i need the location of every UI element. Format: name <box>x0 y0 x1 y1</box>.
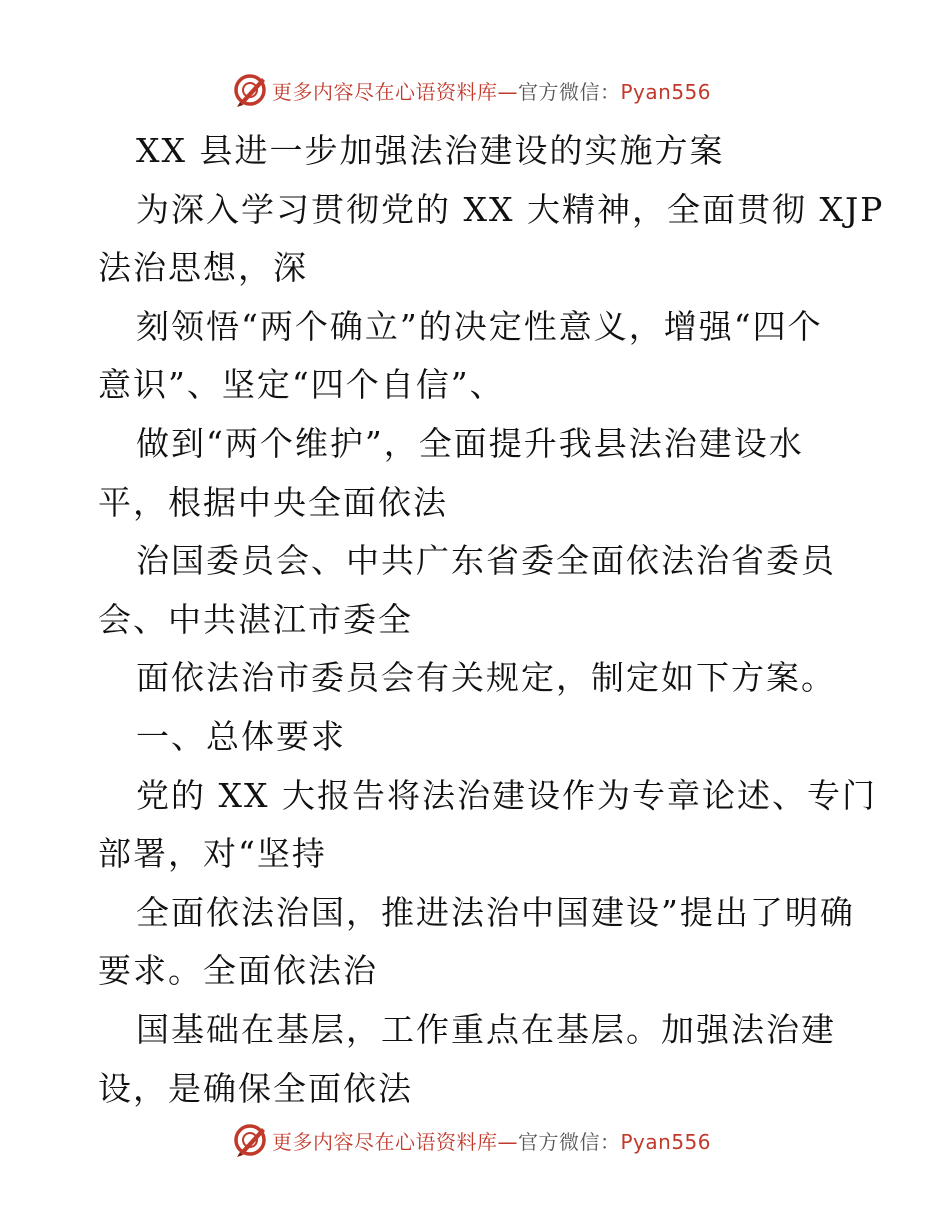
header-banner <box>232 70 711 110</box>
banner-sub-text: 官方微信： <box>518 1129 621 1154</box>
text-line: 全面依法治国，推进法治中国建设”提出了明确 <box>136 892 855 932</box>
pen-circle-logo-icon <box>232 1122 268 1158</box>
text-line: 意识”、坚定“四个自信”、 <box>98 365 505 405</box>
text-line: 国基础在基层，工作重点在基层。加强法治建 <box>136 1009 836 1049</box>
doc-title: XX 县进一步加强法治建设的实施方案 <box>136 131 725 170</box>
section-heading: 一、总体要求 <box>136 716 346 756</box>
banner-main-text: 更多内容尽在心语资料库 <box>272 79 498 104</box>
text-line: 治国委员会、中共广东省委全面依法治省委员 <box>136 541 836 581</box>
text-line: 法治思想，深 <box>98 248 308 288</box>
text-line: 党的 XX 大报告将法治建设作为专章论述、专门 <box>136 775 877 815</box>
text-line: 为深入学习贯彻党的 XX 大精神，全面贯彻 XJP <box>136 189 885 229</box>
text-line: 部署，对“坚持 <box>98 834 327 874</box>
text-line: 设，是确保全面依法 <box>98 1068 413 1108</box>
banner-sub-text: 官方微信： <box>518 79 621 104</box>
document-body <box>98 122 885 1118</box>
banner-main-text: 更多内容尽在心语资料库 <box>272 1129 498 1154</box>
banner-separator: — <box>497 1129 518 1154</box>
text-line: 平，根据中央全面依法 <box>98 482 448 522</box>
text-line: 面依法治市委员会有关规定，制定如下方案。 <box>136 658 836 698</box>
banner-separator: — <box>497 79 518 104</box>
text-line: 刻领悟“两个确立”的决定性意义，增强“四个 <box>136 306 823 346</box>
pen-circle-logo-icon <box>232 72 268 108</box>
banner-wechat-id: Pyan556 <box>620 79 712 104</box>
text-line: 要求。全面依法治 <box>98 951 378 991</box>
text-line: 会、中共湛江市委全 <box>98 599 413 639</box>
footer-banner-text <box>272 1126 711 1155</box>
text-line: 做到“两个维护”，全面提升我县法治建设水 <box>136 423 804 463</box>
footer-banner <box>232 1120 711 1160</box>
banner-wechat-id: Pyan556 <box>620 1129 712 1154</box>
header-banner-text <box>272 76 711 105</box>
